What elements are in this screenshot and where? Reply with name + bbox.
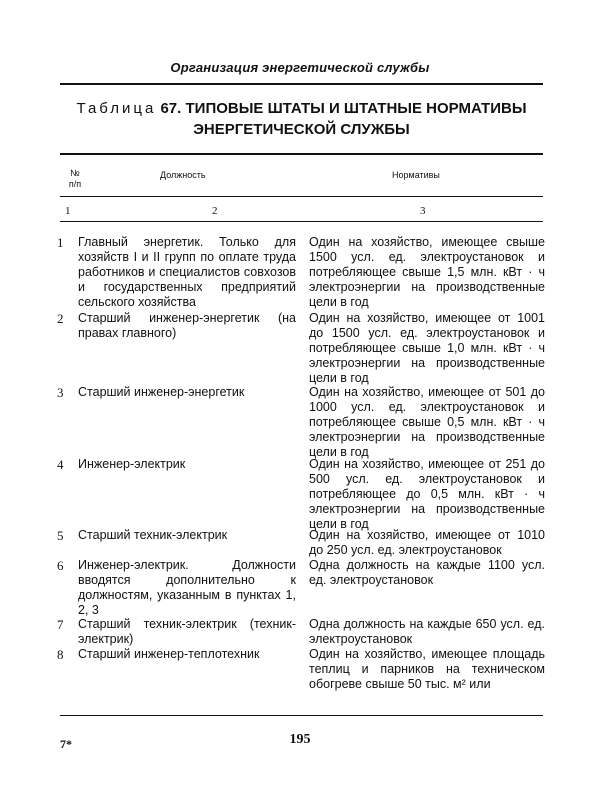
- running-head-rule: [60, 83, 543, 85]
- table-label: Таблица: [76, 100, 157, 117]
- table-title-line-1: [60, 98, 543, 119]
- page-number: 195: [289, 732, 311, 747]
- column-header-norms: Нормативы: [392, 170, 440, 180]
- row-norm: Один на хозяйство, имеющее свыше 1500 усл. ед. электроустановок и потребляющее свыше 1,5 млн. кВт · ч электроэнергии на производственные цели в год: [309, 235, 545, 309]
- row-position: Главный энергетик. Только для хозяйств I и II групп по оплате труда работников и специалистов совхозов и государственных предприятий сельского хозяйства: [78, 235, 296, 309]
- column-number-1: 1: [65, 205, 71, 217]
- signature-mark: 7*: [60, 737, 72, 751]
- table-title-text-1: ТИПОВЫЕ ШТАТЫ И ШТАТНЫЕ НОРМАТИВЫ: [185, 100, 527, 117]
- table-title-text-2: ЭНЕРГЕТИЧЕСКОЙ СЛУЖБЫ: [193, 121, 410, 138]
- row-position: Старший инженер-энергетик: [78, 385, 245, 399]
- row-number: 4: [57, 457, 64, 472]
- row-number: 1: [57, 235, 64, 250]
- column-header-number: [60, 168, 90, 190]
- row-norm: Один на хозяйство, имеющее от 501 до 1000 усл. ед. электроустановок и потребляющее свыше 0,5 млн. кВт · ч электроэнергии на производственные цели в год: [309, 385, 545, 459]
- row-norm: Один на хозяйство, имеющее от 251 до 500 усл. ед. электроустановок и потребляющее до 0,5 млн. кВт · ч электроэнергии на производственные цели в год: [309, 457, 545, 531]
- row-number: 7: [57, 617, 64, 632]
- footer-rule: [60, 715, 543, 716]
- column-header-number-line-1: №: [70, 168, 80, 178]
- row-number: 3: [57, 385, 64, 400]
- column-number-3: 3: [420, 205, 426, 217]
- row-norm: Один на хозяйство, имеющее от 1001 до 1500 усл. ед. электроустановок и потребляющее свыше 1,0 млн. кВт · ч электроэнергии на производственные цели в год: [309, 311, 545, 385]
- row-number: 6: [57, 558, 64, 573]
- row-position: Старший техник-электрик (техник-электрик): [78, 617, 296, 646]
- row-number: 2: [57, 311, 64, 326]
- row-position: Инженер-электрик: [78, 457, 186, 471]
- row-position: Старший инженер-теплотехник: [78, 647, 260, 661]
- row-norm: Одна должность на каждые 650 усл. ед. электроустановок: [309, 617, 545, 646]
- column-header-number-line-2: п/п: [68, 179, 82, 189]
- row-position: Инженер-электрик. Должности вводятся дополнительно к должностям, указанным в пунктах 1, 2, 3: [78, 558, 296, 617]
- running-head: Организация энергетической службы: [170, 60, 430, 75]
- row-number: 8: [57, 647, 64, 662]
- row-number: 5: [57, 528, 64, 543]
- row-position: Старший инженер-энергетик (на правах главного): [78, 311, 296, 340]
- row-norm: Один на хозяйство, имеющее от 1010 до 250 усл. ед. электроустановок: [309, 528, 545, 557]
- row-norm: Одна должность на каждые 1100 усл. ед. электроустановок: [309, 558, 545, 587]
- header-rule: [60, 196, 543, 197]
- column-header-position: Должность: [160, 170, 206, 180]
- table-title: [60, 98, 543, 140]
- table-top-rule: [60, 153, 543, 155]
- column-numbers-rule: [60, 221, 543, 222]
- column-number-2: 2: [212, 205, 218, 217]
- row-norm: Один на хозяйство, имеющее площадь теплиц и парников на техническом обогреве свыше 50 тыс. м² или: [309, 647, 545, 691]
- table-number: 67.: [160, 100, 182, 117]
- row-position: Старший техник-электрик: [78, 528, 228, 542]
